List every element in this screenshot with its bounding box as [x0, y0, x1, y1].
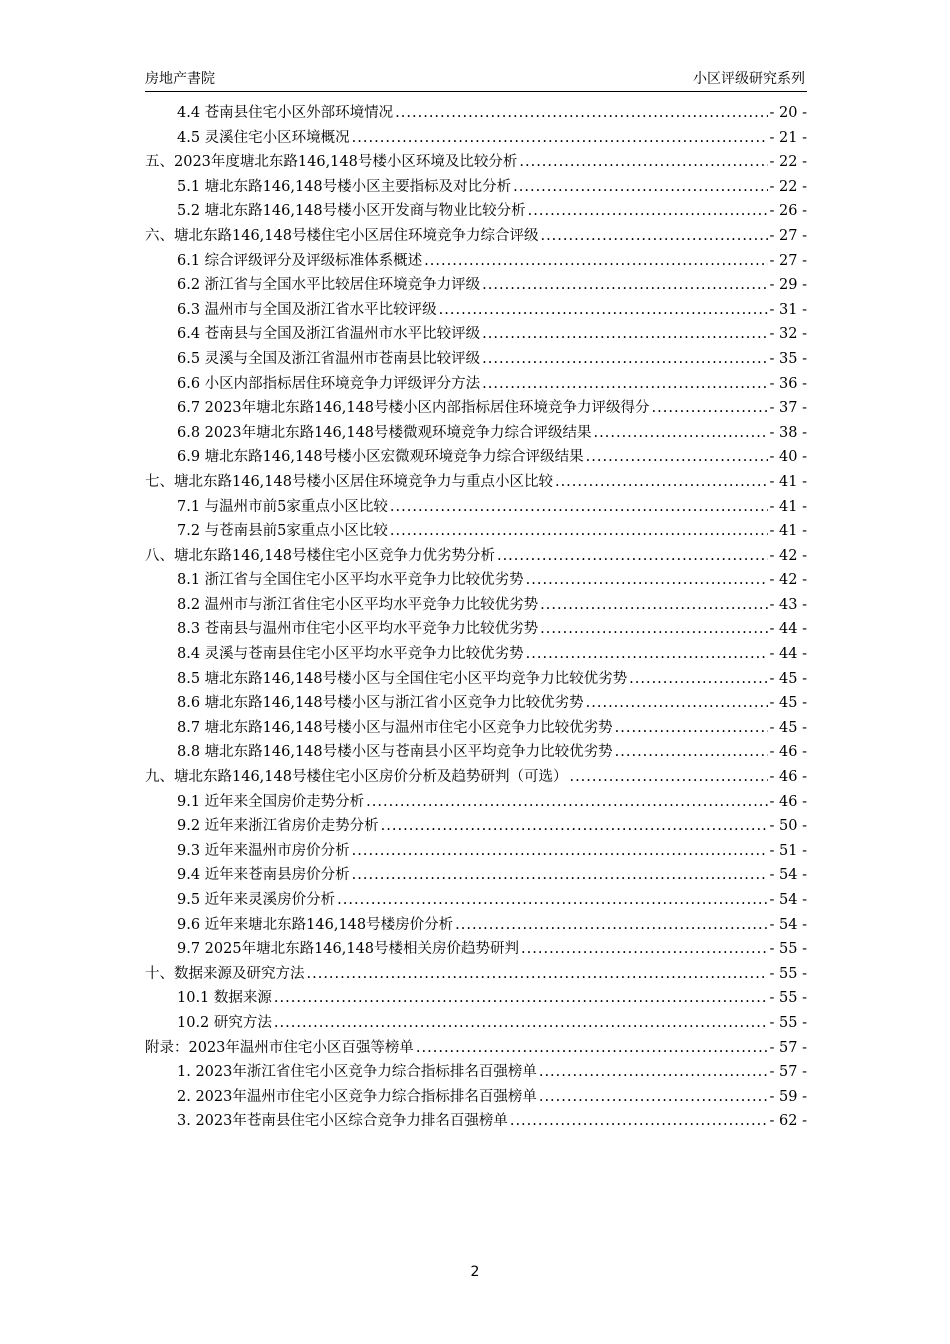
toc-section-entry[interactable] [145, 937, 807, 962]
toc-section-entry[interactable] [145, 175, 807, 200]
toc-section-entry[interactable] [145, 617, 807, 642]
toc-entry-page: - 42 - [769, 572, 807, 589]
toc-dot-leader [510, 1109, 768, 1134]
toc-entry-page: - 22 - [769, 178, 807, 195]
toc-entry-page: - 40 - [769, 449, 807, 466]
toc-section-entry[interactable] [145, 322, 807, 347]
toc-entry-page: - 45 - [769, 695, 807, 712]
toc-dot-leader [482, 322, 767, 347]
toc-section-entry[interactable] [145, 740, 807, 765]
toc-entry-page: - 32 - [769, 326, 807, 343]
toc-entry-page: - 54 - [769, 916, 807, 933]
table-of-contents [145, 101, 807, 1134]
toc-entry-page: - 42 - [769, 547, 807, 564]
toc-section-entry[interactable] [145, 986, 807, 1011]
toc-entry-title: 8.2 温州市与浙江省住宅小区平均水平竞争力比较优劣势 [177, 596, 539, 613]
toc-chapter-entry[interactable] [145, 470, 807, 495]
toc-dot-leader [395, 101, 767, 126]
toc-entry-page: - 45 - [769, 719, 807, 736]
toc-dot-leader [337, 888, 767, 913]
toc-section-entry[interactable] [145, 249, 807, 274]
toc-dot-leader [381, 814, 768, 839]
toc-section-entry[interactable] [145, 691, 807, 716]
toc-chapter-entry[interactable] [145, 1036, 807, 1061]
toc-entry-title: 9.5 近年来灵溪房价分析 [177, 892, 336, 908]
toc-section-entry[interactable] [145, 1085, 807, 1110]
toc-dot-leader [439, 298, 768, 323]
toc-dot-leader [555, 470, 768, 495]
toc-entry-title: 9.4 近年来苍南县房价分析 [177, 867, 350, 884]
toc-section-entry[interactable] [145, 347, 807, 372]
toc-entry-page: - 22 - [769, 154, 807, 171]
toc-entry-page: - 59 - [769, 1088, 807, 1105]
toc-entry-title: 8.4 灵溪与苍南县住宅小区平均水平竞争力比较优劣势 [177, 646, 524, 663]
toc-entry-page: - 26 - [769, 203, 807, 220]
toc-entry-title: 七、塘北东路146,148号楼小区居住环境竞争力与重点小区比较 [145, 473, 553, 490]
toc-entry-title: 8.5 塘北东路146,148号楼小区与全国住宅小区平均竞争力比较优劣势 [177, 670, 628, 687]
toc-entry-page: - 41 - [769, 523, 807, 540]
toc-dot-leader [482, 347, 767, 372]
toc-section-entry[interactable] [145, 913, 807, 938]
toc-dot-leader [482, 273, 767, 298]
toc-section-entry[interactable] [145, 298, 807, 323]
toc-entry-page: - 50 - [769, 818, 807, 835]
toc-entry-title: 八、塘北东路146,148号楼住宅小区竞争力优劣势分析 [145, 547, 495, 564]
toc-entry-title: 5.2 塘北东路146,148号楼小区开发商与物业比较分析 [177, 203, 526, 220]
toc-dot-leader [586, 445, 768, 470]
toc-entry-title: 六、塘北东路146,148号楼住宅小区居住环境竞争力综合评级 [145, 227, 539, 244]
toc-dot-leader [652, 396, 768, 421]
toc-section-entry[interactable] [145, 1060, 807, 1085]
page-header [145, 66, 805, 88]
toc-entry-title: 6.9 塘北东路146,148号楼小区宏微观环境竞争力综合评级结果 [177, 449, 584, 466]
page-number: 2 [470, 1264, 480, 1280]
toc-section-entry[interactable] [145, 199, 807, 224]
toc-entry-page: - 41 - [769, 498, 807, 515]
toc-entry-page: - 55 - [769, 941, 807, 958]
toc-dot-leader [352, 863, 768, 888]
toc-entry-title: 6.5 灵溪与全国及浙江省温州市苍南县比较评级 [177, 350, 481, 367]
toc-section-entry[interactable] [145, 593, 807, 618]
toc-entry-title: 6.3 温州市与全国及浙江省水平比较评级 [177, 301, 437, 318]
toc-entry-title: 4.5 灵溪住宅小区环境概况 [177, 129, 350, 146]
toc-section-entry[interactable] [145, 396, 807, 421]
toc-entry-page: - 38 - [769, 424, 807, 441]
toc-dot-leader [586, 691, 768, 716]
toc-dot-leader [539, 1060, 768, 1085]
toc-entry-title: 10.2 研究方法 [177, 1014, 272, 1031]
toc-section-entry[interactable] [145, 839, 807, 864]
toc-entry-page: - 46 - [769, 793, 807, 810]
toc-chapter-entry[interactable] [145, 962, 807, 987]
toc-dot-leader [307, 962, 768, 987]
toc-chapter-entry[interactable] [145, 224, 807, 249]
toc-entry-page: - 55 - [769, 965, 807, 982]
toc-entry-title: 5.1 塘北东路146,148号楼小区主要指标及对比分析 [177, 178, 512, 195]
toc-entry-title: 3. 2023年苍南县住宅小区综合竞争力排名百强榜单 [177, 1113, 508, 1130]
toc-entry-title: 9.1 近年来全国房价走势分析 [177, 793, 365, 810]
toc-dot-leader [615, 716, 768, 741]
toc-entry-page: - 36 - [769, 375, 807, 392]
toc-entry-title: 附录：2023年温州市住宅小区百强等榜单 [145, 1039, 414, 1056]
toc-chapter-entry[interactable] [145, 765, 807, 790]
toc-entry-title: 9.3 近年来温州市房价分析 [177, 842, 350, 859]
toc-entry-title: 9.7 2025年塘北东路146,148号楼相关房价趋势研判 [177, 941, 520, 958]
header-series-title: 小区评级研究系列 [693, 71, 805, 87]
toc-dot-leader [594, 421, 768, 446]
toc-entry-title: 8.6 塘北东路146,148号楼小区与浙江省小区竞争力比较优劣势 [177, 695, 584, 712]
toc-dot-leader [539, 1085, 768, 1110]
toc-entry-title: 6.6 小区内部指标居住环境竞争力评级评分方法 [177, 375, 481, 392]
toc-entry-page: - 31 - [769, 301, 807, 318]
toc-entry-title: 五、2023年度塘北东路146,148号楼小区环境及比较分析 [145, 154, 518, 171]
toc-entry-title: 10.1 数据来源 [177, 990, 272, 1007]
toc-entry-page: - 27 - [769, 227, 807, 244]
toc-entry-page: - 43 - [769, 596, 807, 613]
toc-dot-leader [540, 224, 767, 249]
header-publisher: 房地产書院 [145, 71, 215, 87]
toc-entry-title: 6.2 浙江省与全国水平比较居住环境竞争力评级 [177, 277, 481, 294]
toc-entry-page: - 57 - [769, 1039, 807, 1056]
toc-entry-page: - 55 - [769, 990, 807, 1007]
toc-entry-title: 6.8 2023年塘北东路146,148号楼微观环境竞争力综合评级结果 [177, 424, 592, 441]
toc-entry-title: 6.1 综合评级评分及评级标准体系概述 [177, 252, 423, 269]
toc-entry-page: - 35 - [769, 350, 807, 367]
toc-dot-leader [416, 1036, 768, 1061]
toc-entry-page: - 37 - [769, 400, 807, 417]
toc-dot-leader [274, 986, 768, 1011]
toc-entry-title: 8.3 苍南县与温州市住宅小区平均水平竞争力比较优劣势 [177, 621, 539, 638]
toc-section-entry[interactable] [145, 1109, 807, 1134]
toc-entry-title: 4.4 苍南县住宅小区外部环境情况 [177, 105, 394, 121]
toc-dot-leader [526, 568, 768, 593]
toc-entry-title: 2. 2023年温州市住宅小区竞争力综合指标排名百强榜单 [177, 1088, 537, 1105]
toc-section-entry[interactable] [145, 790, 807, 815]
toc-entry-page: - 27 - [769, 252, 807, 269]
toc-section-entry[interactable] [145, 888, 807, 913]
toc-dot-leader [497, 544, 768, 569]
toc-dot-leader [519, 150, 767, 175]
toc-entry-title: 8.1 浙江省与全国住宅小区平均水平竞争力比较优劣势 [177, 572, 524, 589]
toc-section-entry[interactable] [145, 372, 807, 397]
toc-section-entry[interactable] [145, 716, 807, 741]
toc-dot-leader [526, 642, 768, 667]
toc-dot-leader [521, 937, 768, 962]
toc-dot-leader [513, 175, 767, 200]
toc-dot-leader [540, 617, 767, 642]
toc-section-entry[interactable] [145, 445, 807, 470]
toc-section-entry[interactable] [145, 273, 807, 298]
toc-section-entry[interactable] [145, 519, 807, 544]
toc-entry-page: - 45 - [769, 670, 807, 687]
toc-section-entry[interactable] [145, 568, 807, 593]
toc-section-entry[interactable] [145, 421, 807, 446]
toc-section-entry[interactable] [145, 667, 807, 692]
toc-dot-leader [615, 740, 768, 765]
toc-dot-leader [540, 593, 767, 618]
toc-entry-title: 9.2 近年来浙江省房价走势分析 [177, 818, 379, 835]
toc-dot-leader [390, 495, 768, 520]
toc-entry-title: 7.1 与温州市前5家重点小区比较 [177, 498, 388, 515]
toc-entry-title: 8.7 塘北东路146,148号楼小区与温州市住宅小区竞争力比较优劣势 [177, 719, 613, 736]
toc-dot-leader [390, 519, 768, 544]
toc-section-entry[interactable] [145, 642, 807, 667]
toc-entry-title: 7.2 与苍南县前5家重点小区比较 [177, 523, 388, 540]
toc-entry-page: - 46 - [769, 744, 807, 761]
toc-dot-leader [274, 1011, 768, 1036]
toc-dot-leader [569, 765, 767, 790]
toc-dot-leader [455, 913, 767, 938]
toc-entry-title: 1. 2023年浙江省住宅小区竞争力综合指标排名百强榜单 [177, 1064, 537, 1081]
toc-entry-page: - 44 - [769, 646, 807, 663]
toc-entry-page: - 41 - [769, 473, 807, 490]
toc-entry-page: - 57 - [769, 1064, 807, 1081]
toc-entry-page: - 55 - [769, 1014, 807, 1031]
toc-section-entry[interactable] [145, 126, 807, 151]
toc-chapter-entry[interactable] [145, 150, 807, 175]
toc-entry-title: 8.8 塘北东路146,148号楼小区与苍南县小区平均竞争力比较优劣势 [177, 744, 613, 761]
toc-entry-title: 九、塘北东路146,148号楼住宅小区房价分析及趋势研判（可选） [145, 769, 568, 786]
toc-dot-leader [528, 199, 768, 224]
toc-section-entry[interactable] [145, 495, 807, 520]
toc-entry-page: - 54 - [769, 867, 807, 884]
header-divider [145, 91, 807, 92]
toc-entry-page: - 44 - [769, 621, 807, 638]
toc-entry-title: 十、数据来源及研究方法 [145, 965, 305, 982]
toc-dot-leader [366, 790, 767, 815]
toc-entry-page: - 51 - [769, 842, 807, 859]
toc-section-entry[interactable] [145, 1011, 807, 1036]
toc-dot-leader [629, 667, 767, 692]
toc-section-entry[interactable] [145, 814, 807, 839]
toc-entry-title: 9.6 近年来塘北东路146,148号楼房价分析 [177, 916, 454, 933]
toc-entry-page: - 54 - [769, 892, 807, 908]
toc-entry-title: 6.7 2023年塘北东路146,148号楼小区内部指标居住环境竞争力评级得分 [177, 400, 650, 417]
toc-entry-page: - 46 - [769, 769, 807, 786]
toc-entry-page: - 29 - [769, 277, 807, 294]
toc-entry-title: 6.4 苍南县与全国及浙江省温州市水平比较评级 [177, 326, 481, 343]
toc-dot-leader [352, 126, 768, 151]
toc-chapter-entry[interactable] [145, 544, 807, 569]
toc-entry-page: - 20 - [769, 105, 807, 121]
toc-entry-page: - 21 - [769, 129, 807, 146]
toc-section-entry[interactable] [145, 101, 807, 126]
toc-entry-page: - 62 - [769, 1113, 807, 1130]
toc-section-entry[interactable] [145, 863, 807, 888]
toc-dot-leader [352, 839, 768, 864]
toc-dot-leader [424, 249, 767, 274]
toc-dot-leader [482, 372, 767, 397]
